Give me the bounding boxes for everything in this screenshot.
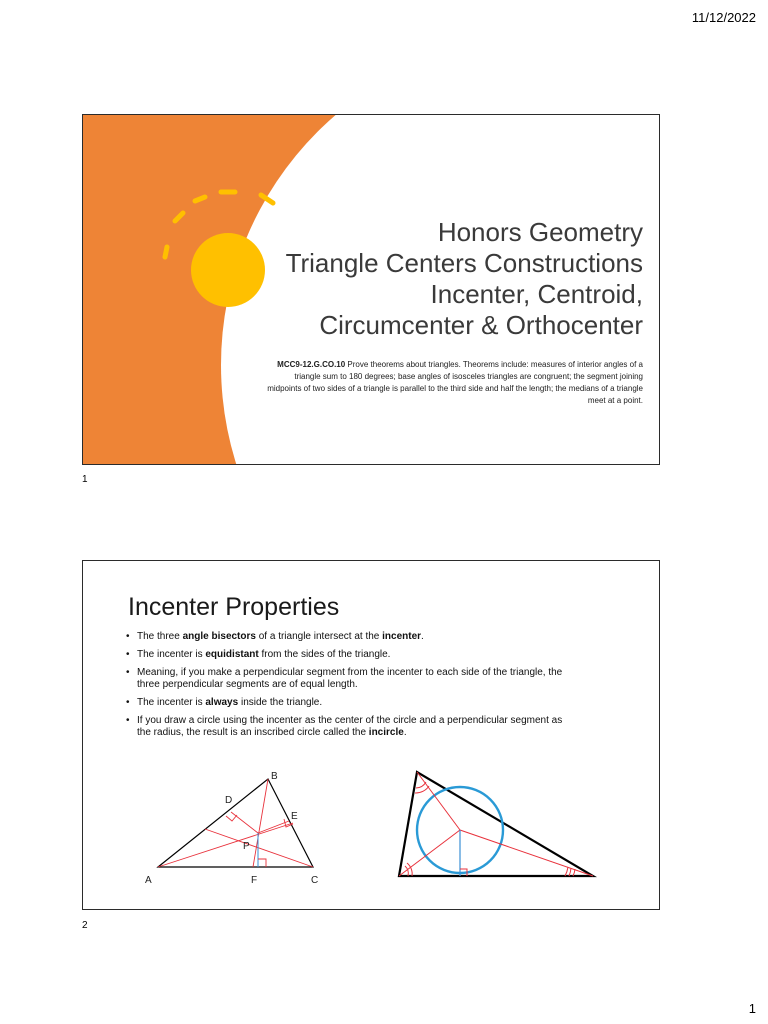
label-f: F [251, 875, 258, 886]
bullet-item: • The incenter is always inside the triangle. [123, 697, 563, 709]
title-line: Triangle Centers Constructions [285, 248, 643, 278]
right-angle-marks [226, 815, 293, 867]
bullet-item: • The incenter is equidistant from the sides of the triangle. [123, 649, 563, 661]
label-e: E [291, 811, 298, 822]
label-d: D [225, 795, 233, 806]
title-slide [82, 114, 660, 465]
incircle-diagram [393, 766, 613, 886]
incenter-slide [82, 560, 660, 910]
slide-number: 2 [82, 920, 88, 931]
slide-title [223, 217, 643, 341]
slide-number: 1 [82, 474, 88, 485]
title-line: Incenter, Centroid, [430, 279, 643, 309]
bullet-item: • Meaning, if you make a perpendicular segment from the incenter to each side of the triangle, the three perpendicular segments are of equal length. [123, 667, 563, 691]
label-b: B [271, 771, 278, 782]
triangle-abc [158, 779, 313, 867]
standard-text: Prove theorems about triangles. Theorems include: measures of interior angles of a triangle sum to 180 degrees; base angles of isosceles triangles are congruent; the segment joining midpoints of two sides of a triangle is parallel to the third side and half the length; the medians of a triangle meet at a point. [267, 360, 643, 405]
bullet-item: • The three angle bisectors of a triangle intersect at the incenter. [123, 631, 563, 643]
bullet-list [123, 631, 563, 745]
label-c: C [311, 875, 319, 886]
title-line: Honors Geometry [437, 217, 643, 247]
incenter-triangle-diagram [143, 771, 343, 891]
page-number: 1 [748, 1001, 756, 1016]
slide-title: Incenter Properties [128, 593, 340, 621]
label-p: P [243, 841, 250, 852]
title-line: Circumcenter & Orthocenter [319, 310, 643, 340]
print-date: 11/12/2022 [691, 10, 756, 25]
angle-bisectors [158, 779, 313, 867]
standard-description [263, 359, 643, 407]
bullet-item: • If you draw a circle using the incenter as the center of the circle and a perpendicular segment as the radius, the result is an inscribed circle called the incircle. [123, 715, 563, 739]
standard-code: MCC9-12.G.CO.10 [277, 360, 346, 369]
label-a: A [145, 875, 152, 886]
